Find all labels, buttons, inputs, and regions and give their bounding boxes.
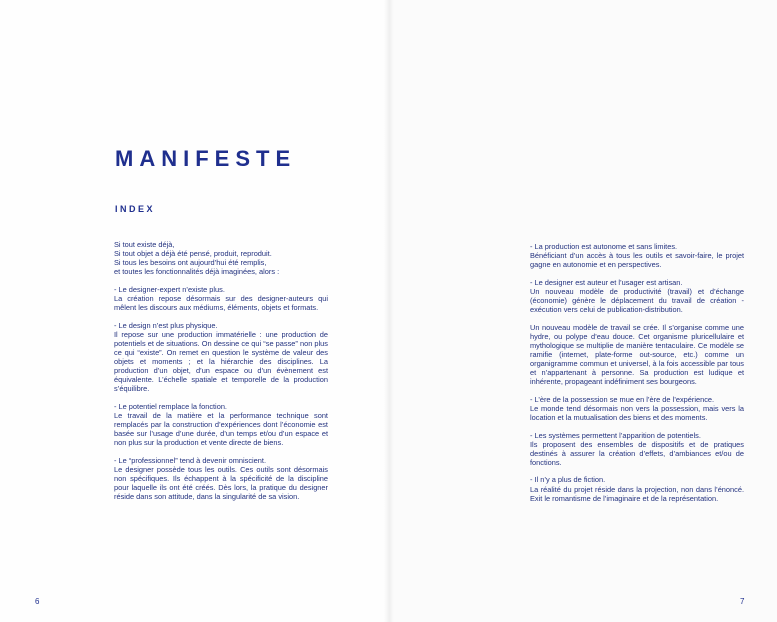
manifesto-heading: - Les systèmes permettent l’apparition de potentiels. bbox=[530, 430, 701, 440]
manifesto-item bbox=[530, 475, 744, 502]
manifesto-item bbox=[114, 402, 328, 447]
intro-line: Si tout existe déjà, bbox=[114, 240, 175, 249]
manifesto-body: Ils proposent des ensembles de dispositifs et de pratiques destinés à assurer la création d’effets, d’ambiances et/ou de fonctions. bbox=[530, 439, 744, 467]
right-page-number: 7 bbox=[740, 597, 745, 606]
manifesto-body: Un nouveau modèle de productivité (travail) et d’échange (économie) génère le déplacement du travail de création - exécution vers celui de publication-distribution. bbox=[530, 286, 744, 315]
page-title: MANIFESTE bbox=[115, 146, 297, 171]
page-gutter bbox=[384, 0, 394, 622]
manifesto-item bbox=[530, 395, 744, 422]
intro-line: Si tous les besoins ont aujourd’hui été remplis, bbox=[114, 258, 267, 268]
manifesto-body: La création repose désormais sur des designer-auteurs qui mêlent les discours aux médiums, éléments, objets et formats. bbox=[114, 293, 328, 313]
manifesto-body: Le monde tend désormais non vers la possession, mais vers la location et la mutualisation des biens et des moments. bbox=[530, 403, 744, 422]
manifesto-item bbox=[530, 278, 744, 314]
manifesto-heading: - La production est autonome et sans limites. bbox=[530, 242, 678, 251]
manifesto-body: Le designer possède tous les outils. Ces outils sont désormais non spécifiques. Ils échappent à la spécificité de la discipline pour laquelle ils ont été créés. Dès lors, la pratique du designer réside dans son attitude, dans la singularité de sa vision. bbox=[114, 464, 328, 502]
right-text-column bbox=[530, 242, 744, 511]
section-subtitle: INDEX bbox=[115, 204, 156, 214]
intro-line: et toutes les fonctionnalités déjà imaginées, alors : bbox=[114, 267, 280, 277]
manifesto-heading: - Le designer-expert n’existe plus. bbox=[114, 284, 225, 294]
manifesto-item bbox=[530, 431, 744, 467]
intro-line: Si tout objet a déjà été pensé, produit, reproduit. bbox=[114, 249, 272, 259]
manifesto-item bbox=[530, 242, 744, 269]
manifesto-heading: - Le designer est auteur et l’usager est artisan. bbox=[530, 277, 683, 287]
manifesto-heading: - Il n’y a plus de fiction. bbox=[530, 475, 606, 485]
left-page-number: 6 bbox=[35, 597, 40, 606]
manifesto-heading: - Le “professionnel” tend à devenir omniscient. bbox=[114, 455, 266, 465]
manifesto-heading: - Le potentiel remplace la fonction. bbox=[114, 401, 227, 411]
manifesto-body: Le travail de la matière et la performance technique sont remplacés par la construction d’expériences dont l’économie est basée sur l’usage d’une durée, d’un temps et/ou d’un espace et non plus sur la production et vente directe de biens. bbox=[114, 411, 328, 448]
intro-paragraph bbox=[114, 240, 328, 276]
manifesto-item bbox=[114, 321, 328, 394]
left-text-column bbox=[114, 240, 328, 510]
manifesto-item bbox=[114, 456, 328, 501]
manifesto-body: Un nouveau modèle de travail se crée. Il s’organise comme une hydre, ou polype d’eau douce. Cet organisme pluricellulaire et mythologique se multiplie de manière tentaculaire. Ce modèle se ramifie (internet, plate-forme out-source, etc.) comme un organigramme commun et universel, à la fois accessible par tous et n’appartenant à personne. Sa production est ludique et inhérente, propageant indéfiniment ses bourgeons. bbox=[530, 322, 744, 387]
manifesto-body: Il repose sur une production immatérielle : une production de potentiels et de situations. On dessine ce qui “se passe” non plus ce qui “existe”. On remet en question le système de valeur des objets et moments ; et la hiérarchie des disciplines. La production d’un objet, d’un espace ou d’un évènement est équivalente. L’échelle spatiale et temporelle de la production s’équilibre. bbox=[114, 329, 328, 394]
manifesto-heading: - L’ère de la possession se mue en l’ère de l’expérience. bbox=[530, 394, 715, 404]
manifesto-body: La réalité du projet réside dans la projection, non dans l’énoncé. Exit le romantisme de l’imaginaire et de la représentation. bbox=[530, 484, 744, 503]
manifesto-item bbox=[114, 285, 328, 312]
manifesto-heading: - Le design n’est plus physique. bbox=[114, 320, 218, 330]
manifesto-body: Bénéficiant d’un accès à tous les outils et savoir-faire, le projet gagne en autonomie et en perspectives. bbox=[530, 251, 744, 270]
manifesto-item bbox=[530, 323, 744, 387]
